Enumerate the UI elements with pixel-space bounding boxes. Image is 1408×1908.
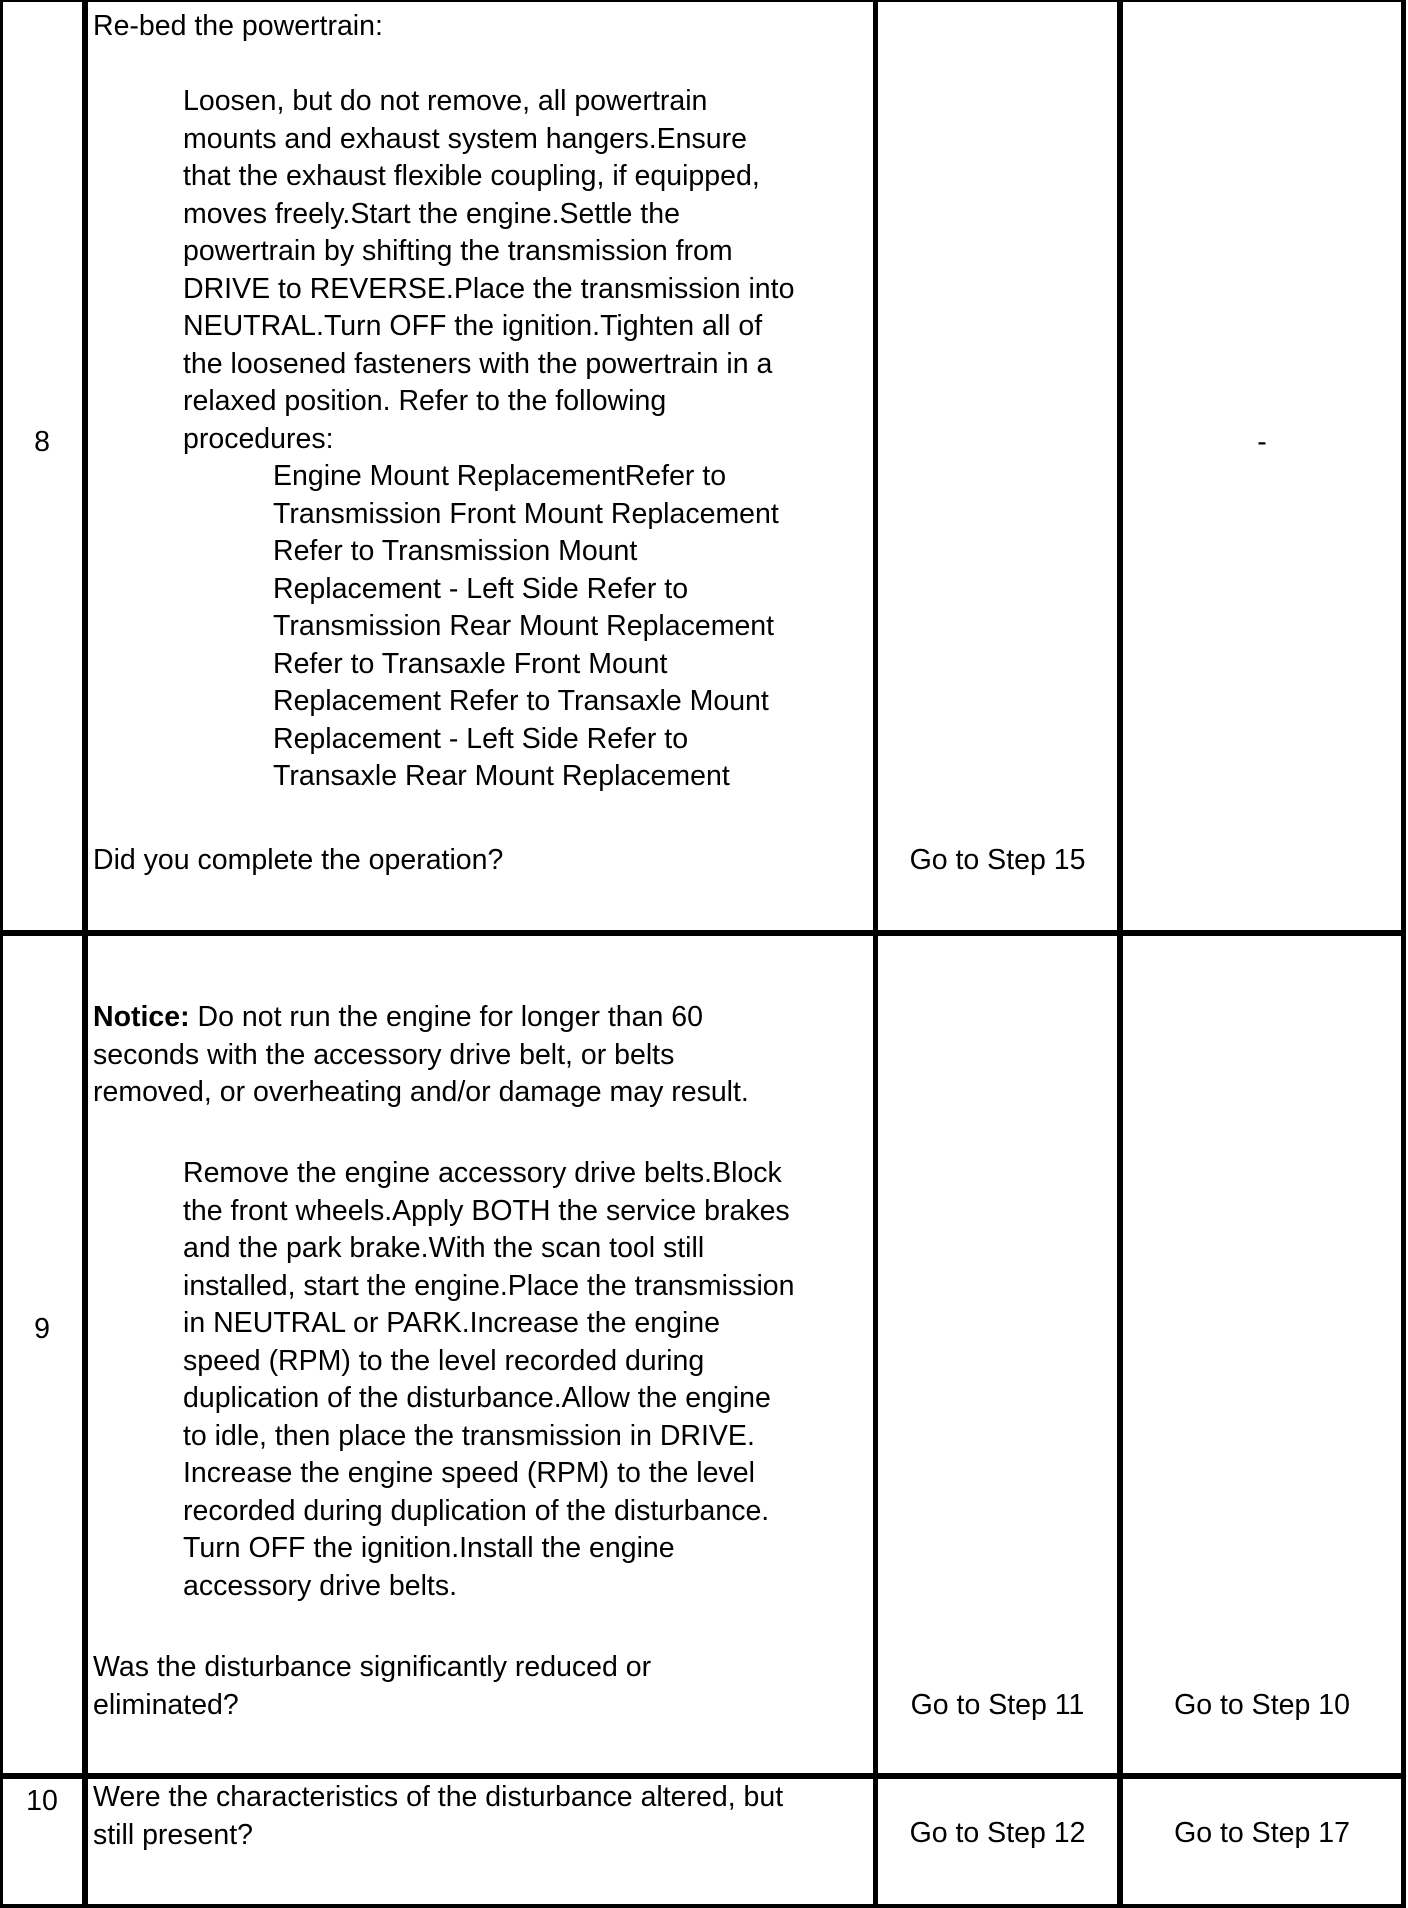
table-row	[0, 1779, 1406, 1904]
yes-cell	[878, 936, 1117, 1773]
yes-action: Go to Step 12	[909, 1817, 1086, 1849]
step-question: Was the disturbance significantly reduced or eliminated?	[93, 1651, 652, 1721]
no-action: Go to Step 10	[1174, 1689, 1350, 1721]
yes-cell	[878, 0, 1117, 930]
notice-label: Notice:	[93, 1001, 190, 1033]
yes-cell	[878, 1779, 1117, 1904]
step-number: 8	[34, 426, 50, 458]
step-heading: Re-bed the powertrain:	[93, 10, 383, 42]
no-cell	[1123, 936, 1401, 1773]
table-row	[0, 936, 1406, 1773]
no-cell	[1123, 1779, 1401, 1904]
step-number: 10	[26, 1785, 58, 1817]
notice-paragraph	[93, 999, 749, 1112]
step-instructions: Remove the engine accessory drive belts.Block the front wheels.Apply BOTH the service brakes and the park brake.With the scan tool still installed, start the engine.Place the transmission in NEUTRAL or PARK.Increase the engine speed (RPM) to the level recorded during duplication of the disturbance.Allow the engine to idle, then place the transmission in DRIVE. Increase the engine speed (RPM) to the level recorded during duplication of the disturbance. Turn OFF the ignition.Install the engine accessory drive belts.	[183, 1157, 795, 1602]
step-procedures-list: Engine Mount ReplacementRefer to Transmission Front Mount Replacement Refer to Transmission Mount Replacement - Left Side Refer to Transmission Rear Mount Replacement Refer to Transaxle Front Mount Replacement Refer to Transaxle Mount Replacement - Left Side Refer to Transaxle Rear Mount Replacement	[273, 460, 779, 792]
no-cell	[1123, 0, 1401, 930]
step-question: Did you complete the operation?	[93, 844, 504, 876]
no-action: -	[1257, 426, 1267, 458]
step-instructions: Loosen, but do not remove, all powertrain mounts and exhaust system hangers.Ensure that the exhaust flexible coupling, if equipped, moves freely.Start the engine.Settle the powertrain by shifting the transmission from DRIVE to REVERSE.Place the transmission into NEUTRAL.Turn OFF the ignition.Tighten all of the loosened fasteners with the powertrain in a relaxed position. Refer to the following procedures:	[183, 85, 795, 455]
yes-action: Go to Step 11	[910, 1689, 1085, 1721]
yes-action: Go to Step 15	[909, 844, 1086, 876]
notice-text: Do not run the engine for longer than 60 seconds with the accessory drive belt, or belts removed, or overheating and/or damage may result.	[93, 1001, 749, 1108]
table-row	[0, 0, 1406, 930]
table-border-bottom	[0, 1904, 1406, 1908]
step-number: 9	[34, 1313, 50, 1345]
no-action: Go to Step 17	[1174, 1817, 1350, 1849]
step-question: Were the characteristics of the disturbance altered, but still present?	[93, 1781, 784, 1851]
